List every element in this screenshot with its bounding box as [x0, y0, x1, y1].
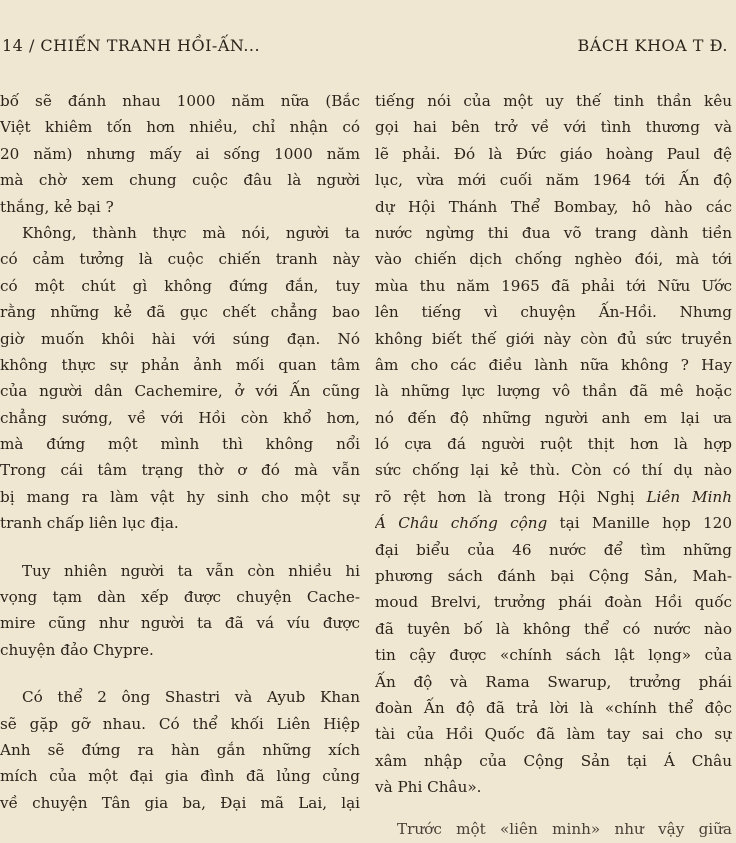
text-line: là những lực lượng vô thần đã mê hoặc	[375, 382, 732, 401]
text-line: không thực sự phản ảnh mối quan tâm	[0, 355, 360, 374]
text-line: tiếng nói của một uy thế tinh thần kêu	[375, 92, 732, 110]
text-line: gọi hai bên trở về với tình thương và	[375, 118, 732, 137]
text-line: tin cậy được «chính sách lật lọng» của	[375, 646, 732, 665]
text-line: chuyện đảo Chypre.	[0, 640, 154, 659]
text-line: tài của Hồi Quốc đã làm tay sai cho sự	[375, 725, 732, 744]
text-line	[375, 510, 732, 536]
text-line: đã tuyên bố là không thể có nước nào	[375, 619, 732, 638]
text-span: rõ rệt hơn là trong Hội Nghị	[375, 487, 647, 506]
text-line: lên tiếng vì chuyện Ấn-Hồi. Nhưng	[375, 303, 732, 322]
text-line: Anh sẽ đứng ra hàn gắn những xích	[0, 740, 360, 759]
text-line: sức chống lại kẻ thù. Còn có thí dụ nào	[375, 461, 732, 480]
text-line: xâm nhập của Cộng Sản tại Á Châu	[375, 751, 732, 770]
text-line: của người dân Cachemire, ở với Ấn cũng	[0, 382, 360, 401]
running-head-left: 14 / CHIẾN TRANH HỒI-ẤN...	[2, 36, 261, 55]
text-line: vào chiến dịch chống nghèo đói, mà tới	[375, 250, 732, 269]
text-line: mùa thu năm 1965 đã phải tới Nữu Ước	[375, 276, 732, 295]
text-line: mà đứng một mình thì không nổi	[0, 435, 360, 454]
text-line: 20 năm) nhưng mấy ai sống 1000 năm	[0, 144, 360, 163]
italic-title-span: Liên Minh	[646, 487, 732, 506]
text-line: thắng, kẻ bại ?	[0, 197, 114, 216]
running-head-right: BÁCH KHOA T Đ.	[577, 36, 728, 55]
text-line: nước ngừng thi đua võ trang dành tiền	[375, 223, 732, 242]
text-line: Tuy nhiên người ta vẫn còn nhiều hi	[22, 561, 360, 580]
page-header	[0, 36, 736, 60]
text-line: mire cũng như người ta đã vá víu được	[0, 614, 360, 633]
right-text-column	[375, 88, 732, 842]
text-line	[0, 816, 360, 842]
text-line: Có thể 2 ông Shastri và Ayub Khan	[22, 688, 360, 707]
text-line: rằng những kẻ đã gục chết chẳng bao	[0, 303, 360, 322]
text-line: Trước một «liên minh» như vậy giữa	[397, 819, 732, 838]
left-text-column	[0, 88, 360, 843]
text-line: tranh chấp liên lục địa.	[0, 514, 179, 533]
text-line	[375, 484, 732, 510]
text-line: giờ muốn khôi hài với súng đạn. Nó	[0, 329, 360, 348]
text-line: chẳng sướng, về với Hồi còn khổ hơn,	[0, 408, 360, 427]
text-line: sẽ gặp gỡ nhau. Có thể khối Liên Hiệp	[0, 714, 360, 733]
text-line: Việt khiêm tốn hơn nhiều, chỉ nhận có	[0, 118, 360, 137]
text-line: đoàn Ấn độ đã trả lời là «chính thể độc	[375, 698, 732, 717]
italic-title-span: Á Châu chống cộng	[375, 514, 548, 533]
paragraph-gap	[0, 537, 360, 558]
text-line: nó đến độ những người anh em lại ưa	[375, 408, 732, 427]
text-line: Trong cái tâm trạng thờ ơ đó mà vẫn	[0, 461, 360, 480]
text-line: mà chờ xem chung cuộc đâu là người	[0, 171, 360, 190]
text-line: bố sẽ đánh nhau 1000 năm nữa (Bắc	[0, 92, 360, 110]
text-span: tại Manille họp 120	[547, 514, 732, 533]
text-line: vọng tạm dàn xếp được chuyện Cache-	[0, 588, 360, 607]
text-line: lục, vừa mới cuối năm 1964 tới Ấn độ	[375, 171, 732, 190]
text-line: lẽ phải. Đó là Đức giáo hoàng Paul đệ	[375, 144, 732, 163]
paragraph-gap	[375, 801, 732, 816]
text-line: bị mang ra làm vật hy sinh cho một sự	[0, 487, 360, 506]
text-line: có cảm tưởng là cuộc chiến tranh này	[0, 250, 360, 269]
text-line: Không, thành thực mà nói, người ta	[22, 223, 360, 242]
text-line: đại biểu của 46 nước để tìm những	[375, 540, 732, 559]
text-line: và Phi Châu».	[375, 778, 482, 797]
text-line: dự Hội Thánh Thể Bombay, hô hào các	[375, 197, 732, 216]
paragraph-gap	[0, 663, 360, 684]
text-line: không biết thế giới này còn đủ sức truyền	[375, 329, 732, 348]
text-line: có một chút gì không đứng đắn, tuy	[0, 276, 360, 295]
text-line: âm cho các điều lành nữa không ? Hay	[375, 355, 732, 374]
text-line: phương sách đánh bại Cộng Sản, Mah-	[375, 567, 732, 586]
text-line: về chuyện Tân gia ba, Đại mã Lai, lại	[0, 793, 360, 812]
text-line: ló cựa đá người ruột thịt hơn là hợp	[375, 435, 732, 454]
text-line: mích của một đại gia đình đã lủng củng	[0, 767, 360, 786]
text-line: Ấn độ và Rama Swarup, trưởng phái	[375, 672, 732, 691]
text-line: moud Brelvi, trưởng phái đoàn Hồi quốc	[375, 593, 732, 612]
